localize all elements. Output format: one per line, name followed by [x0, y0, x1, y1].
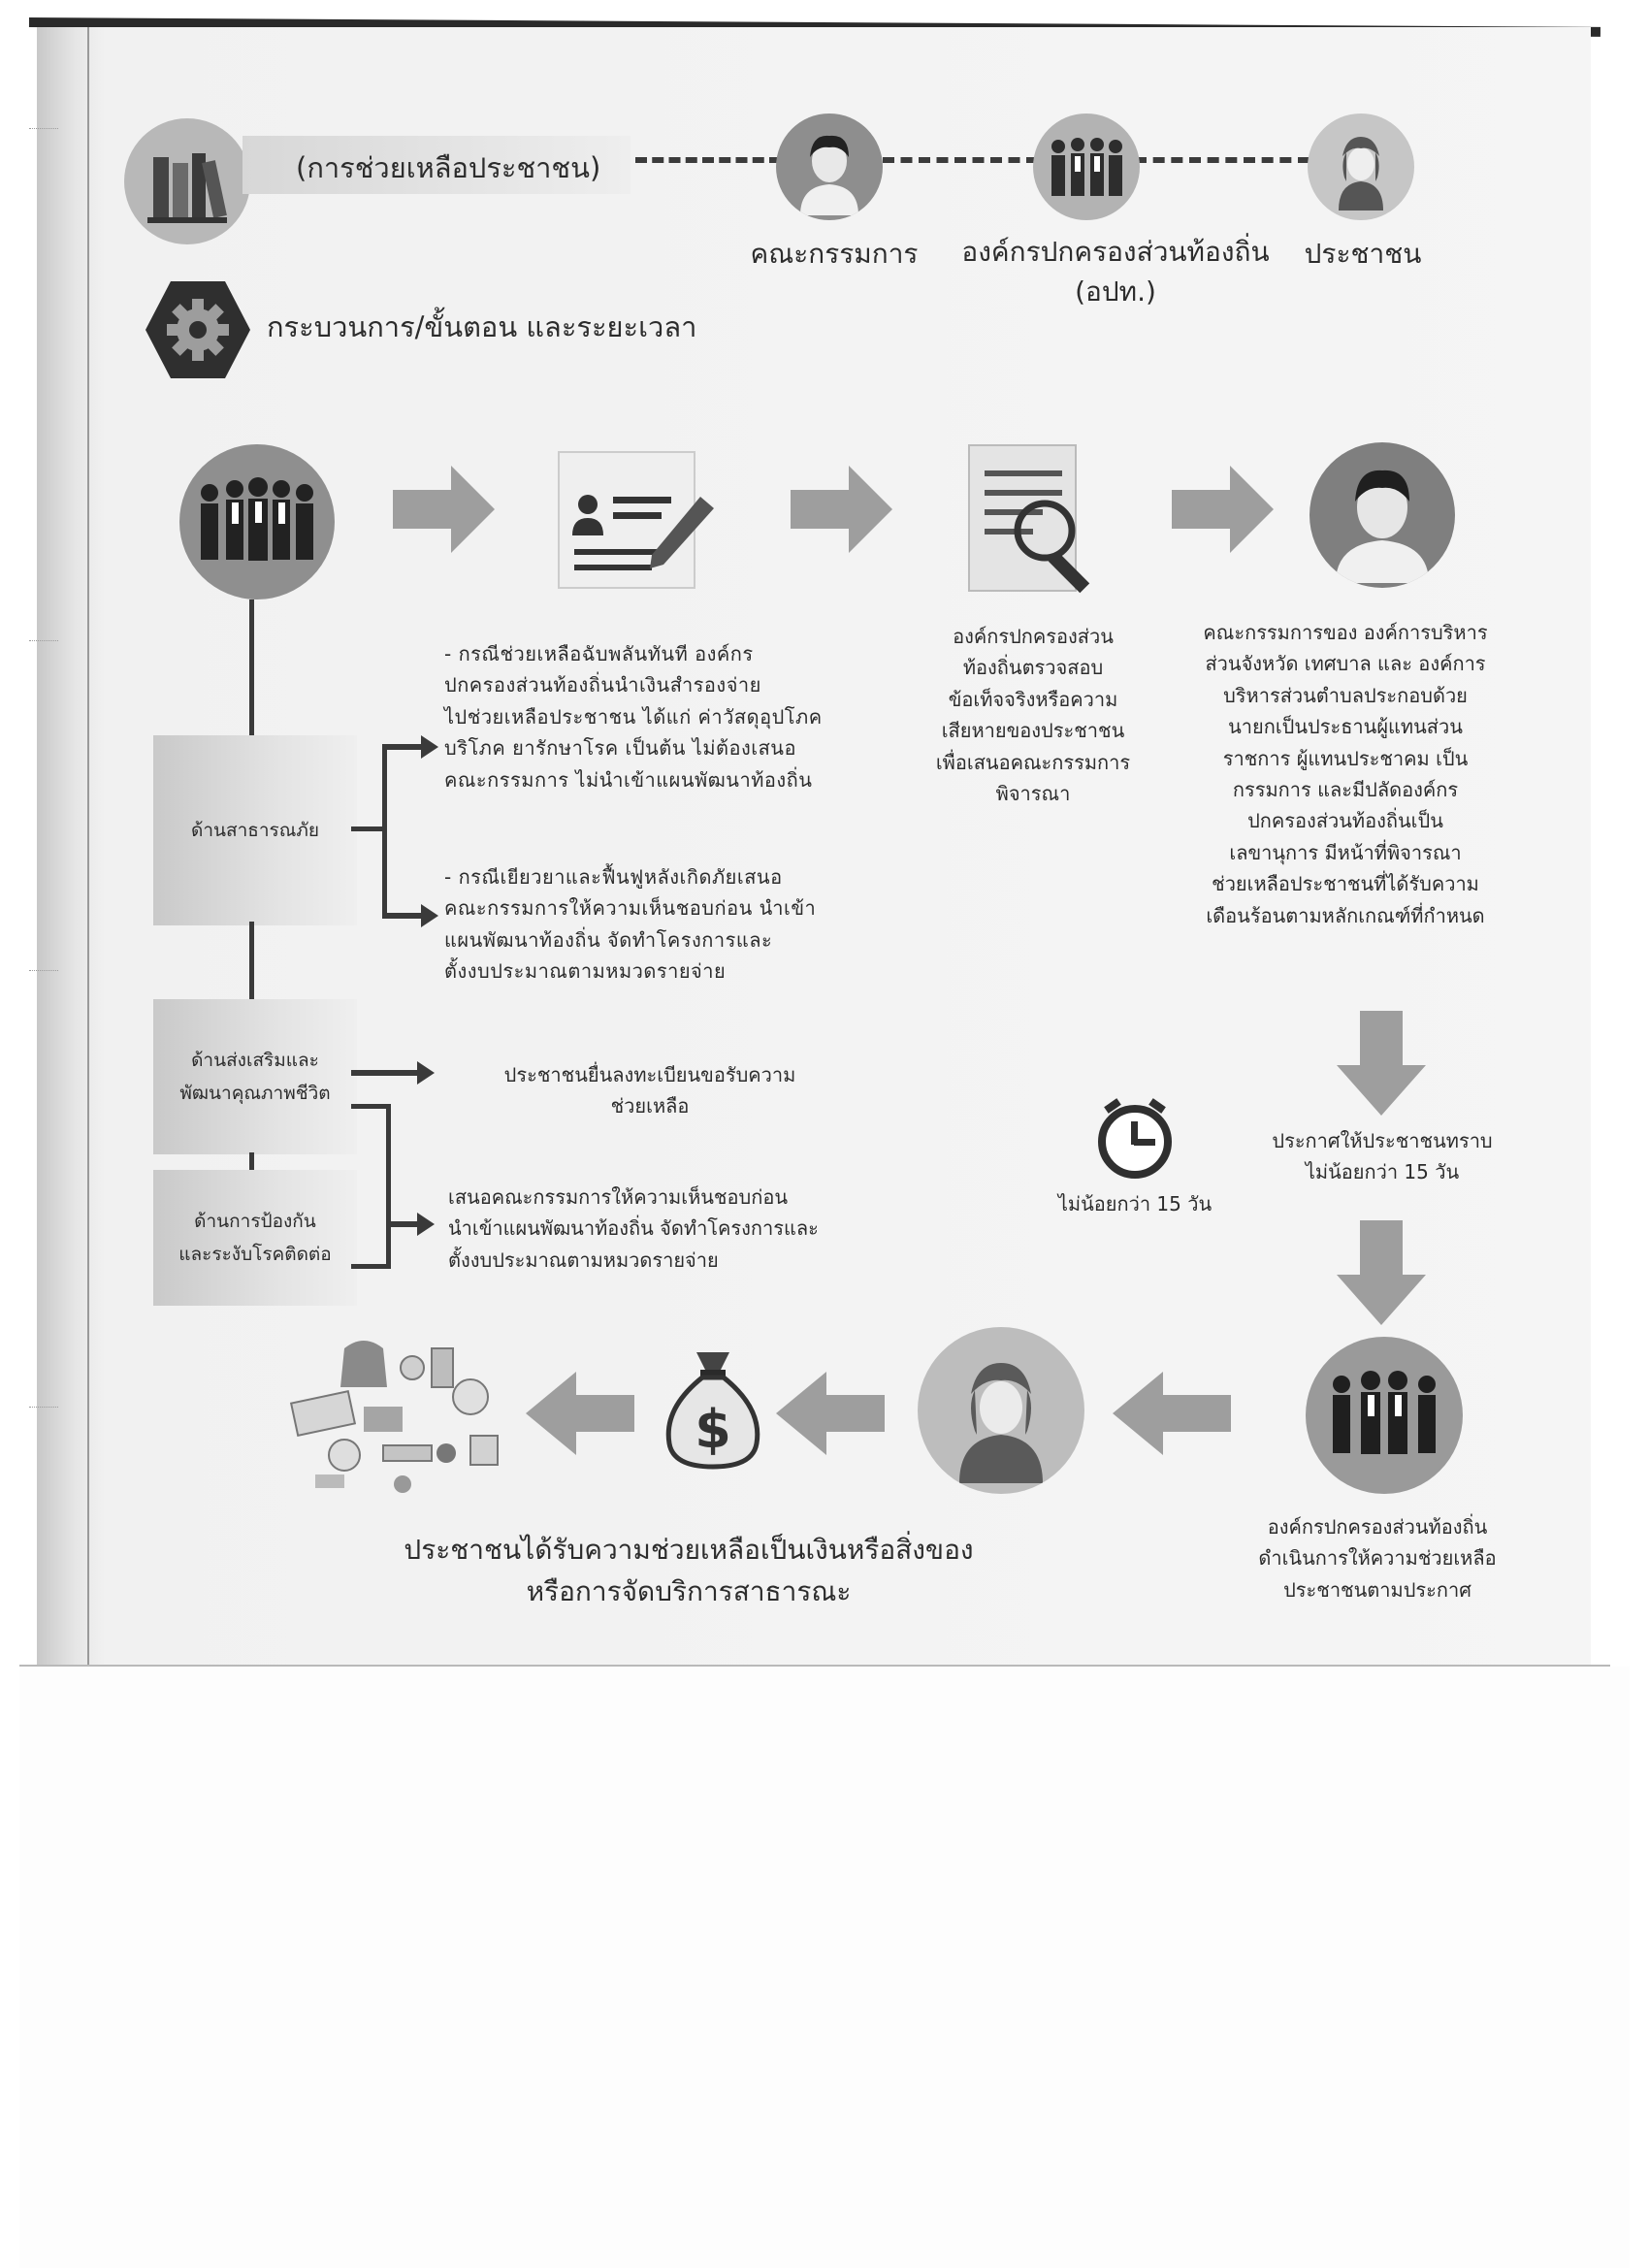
arrow-right-icon [393, 466, 500, 557]
blank-page [19, 1667, 1630, 2268]
provide-assistance-text: องค์กรปกครองส่วนท้องถิ่น ดำเนินการให้ความช่วยเหลือ ประชาชนตามประกาศ [1258, 1515, 1497, 1602]
arrow-right-icon [382, 902, 440, 933]
result-text: ประชาชนได้รับความช่วยเหลือเป็นเงินหรือสิ่งของ หรือการจัดบริการสาธารณะ [404, 1534, 974, 1608]
announce-text: ประกาศให้ประชาชนทราบ ไม่น้อยกว่า 15 วัน [1272, 1129, 1493, 1184]
group-people-icon [1306, 1337, 1463, 1494]
group-people-icon [179, 444, 335, 599]
arrow-down-icon [1335, 1220, 1428, 1331]
bracket-line [351, 1104, 390, 1109]
clock-caption: ไม่น้อยกว่า 15 วัน [1057, 1192, 1212, 1215]
category-quality-of-life: ด้านส่งเสริมและ พัฒนาคุณภาพชีวิต [153, 999, 357, 1154]
woman-avatar-icon [918, 1327, 1084, 1494]
role-label: คณะกรรมการ [750, 238, 919, 270]
disease-control-text: เสนอคณะกรรมการให้ความเห็นชอบก่อน นำเข้าแผนพัฒนาท้องถิ่น จัดทำโครงการและ ตั้งงบประมาณตามหมวดรายจ่าย [448, 1185, 819, 1272]
bracket-line [351, 1264, 390, 1269]
bracket-line [382, 745, 387, 916]
connector-line [1135, 157, 1310, 163]
flow-line [249, 599, 254, 735]
connector-line [635, 157, 781, 163]
quality-of-life-text: ประชาชนยื่นลงทะเบียนขอรับความ ช่วยเหลือ [503, 1063, 796, 1118]
margin-mark [29, 640, 58, 642]
arrow-left-icon [524, 1372, 636, 1459]
arrow-right-icon [386, 1211, 436, 1242]
bracket-line [351, 826, 386, 831]
flow-line [249, 1152, 254, 1170]
group-people-icon [1033, 113, 1140, 220]
woman-avatar-icon [1308, 113, 1414, 220]
arrow-right-icon [382, 733, 440, 764]
man-avatar-icon [1310, 442, 1455, 588]
clock-icon [1091, 1096, 1179, 1187]
bracket-line [386, 1104, 391, 1269]
process-title: กระบวนการ/ขั้นตอน และระยะเวลา [267, 310, 697, 343]
goods-icon [286, 1329, 509, 1507]
books-icon [124, 118, 250, 244]
arrow-down-icon [1335, 1011, 1428, 1121]
disaster-emergency-text: - กรณีช่วยเหลือฉับพลันทันที องค์กร ปกครองส่วนท้องถิ่นนำเงินสำรองจ่าย ไปช่วยเหลือประชาชน ได้แก่ ค่าวัสดุอุปโภค บริโภค ยารักษาโรค เป็นต้น ไม่ต้องเสนอ คณะกรรมการ ไม่นำเข้าแผนพัฒนาท้องถิ่น [444, 642, 823, 792]
man-avatar-icon [776, 113, 883, 220]
committee-text: คณะกรรมการของ องค์การบริหาร ส่วนจังหวัด เทศบาล และ องค์การ บริหารส่วนตำบลประกอบด้วย นายกเป็นประธานผู้แทนส่วน ราชการ ผู้แทนประชาคม เป็น กรรมการ และมีปลัดองค์กร ปกครองส่วนท้องถิ่นเป็น เลขานุการ มีหน้าที่พิจารณา ช่วยเหลือประชาชนที่ได้รับความ เดือนร้อนตามหลักเกณฑ์ที่กำหนด [1203, 621, 1488, 927]
page-fold [87, 27, 89, 1667]
margin-mark [29, 970, 58, 972]
connector-line [883, 157, 1038, 163]
section-title: (การช่วยเหลือประชาชน) [296, 151, 601, 184]
money-bag-icon [660, 1346, 766, 1476]
gear-icon [144, 275, 252, 388]
verify-text: องค์กรปกครองส่วน ท้องถิ่นตรวจสอบ ข้อเท็จจริงหรือความ เสียหายของประชาชน เพื่อเสนอคณะกรรมการ พิจารณา [935, 625, 1131, 805]
flow-line [249, 922, 254, 1001]
category-disaster: ด้านสาธารณภัย [153, 735, 357, 925]
arrow-left-icon [1111, 1372, 1233, 1459]
role-label: องค์กรปกครองส่วนท้องถิ่น (อปท.) [961, 236, 1270, 308]
margin-mark [29, 1407, 58, 1409]
form-edit-icon [555, 448, 729, 598]
arrow-left-icon [774, 1372, 887, 1459]
role-label: ประชาชน [1304, 238, 1422, 270]
arrow-right-icon [351, 1059, 438, 1090]
document-search-icon [965, 441, 1130, 600]
svg-text:$: $ [695, 1399, 731, 1460]
category-disease-control: ด้านการป้องกัน และระงับโรคติดต่อ [153, 1170, 357, 1306]
disaster-recovery-text: - กรณีเยียวยาและฟื้นฟูหลังเกิดภัยเสนอ คณะกรรมการให้ความเห็นชอบก่อน นำเข้า แผนพัฒนาท้องถิ่น จัดทำโครงการและ ตั้งงบประมาณตามหมวดรายจ่าย [444, 865, 817, 984]
arrow-right-icon [791, 466, 897, 557]
margin-mark [29, 128, 58, 130]
arrow-right-icon [1172, 466, 1278, 557]
